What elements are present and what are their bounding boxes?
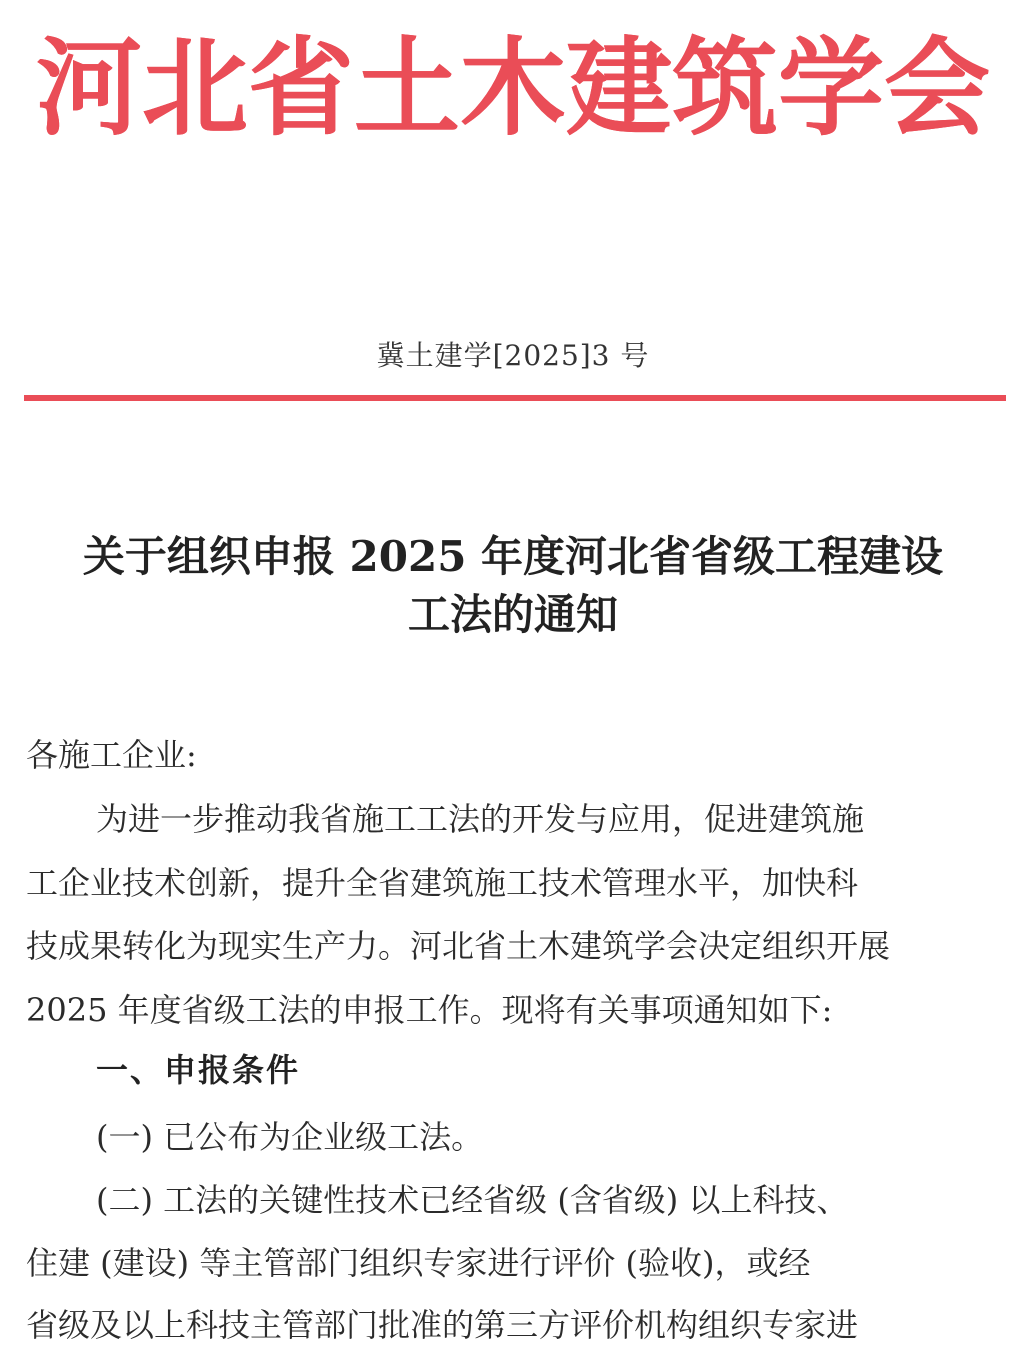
intro-line-1: 为进一步推动我省施工工法的开发与应用，促进建筑施 xyxy=(96,800,865,838)
intro-line-3: 技成果转化为现实生产力。河北省土木建筑学会决定组织开展 xyxy=(26,927,891,965)
item-2-line-3: 省级及以上科技主管部门批准的第三方评价机构组织专家进 xyxy=(26,1306,859,1344)
organization-masthead: 河北省土木建筑学会 xyxy=(36,25,990,150)
header-divider xyxy=(24,395,1006,401)
intro-line-4: 2025 年度省级工法的申报工作。现将有关事项通知如下: xyxy=(26,991,833,1029)
intro-line-2: 工企业技术创新，提升全省建筑施工技术管理水平，加快科 xyxy=(26,864,859,902)
salutation: 各施工企业: xyxy=(26,736,197,774)
item-1: (一) 已公布为企业级工法。 xyxy=(96,1118,484,1156)
item-2-line-2: 住建 (建设) 等主管部门组织专家进行评价 (验收)，或经 xyxy=(26,1244,811,1282)
item-2-line-1: (二) 工法的关键性技术已经省级 (含省级) 以上科技、 xyxy=(96,1181,849,1219)
document-number: 冀土建学[2025]3 号 xyxy=(376,339,650,372)
title-line-1: 关于组织申报 2025 年度河北省省级工程建设 xyxy=(82,532,944,581)
section-heading-1: 一、申报条件 xyxy=(96,1051,301,1089)
title-line-2: 工法的通知 xyxy=(407,590,618,639)
document-title xyxy=(24,528,1002,644)
